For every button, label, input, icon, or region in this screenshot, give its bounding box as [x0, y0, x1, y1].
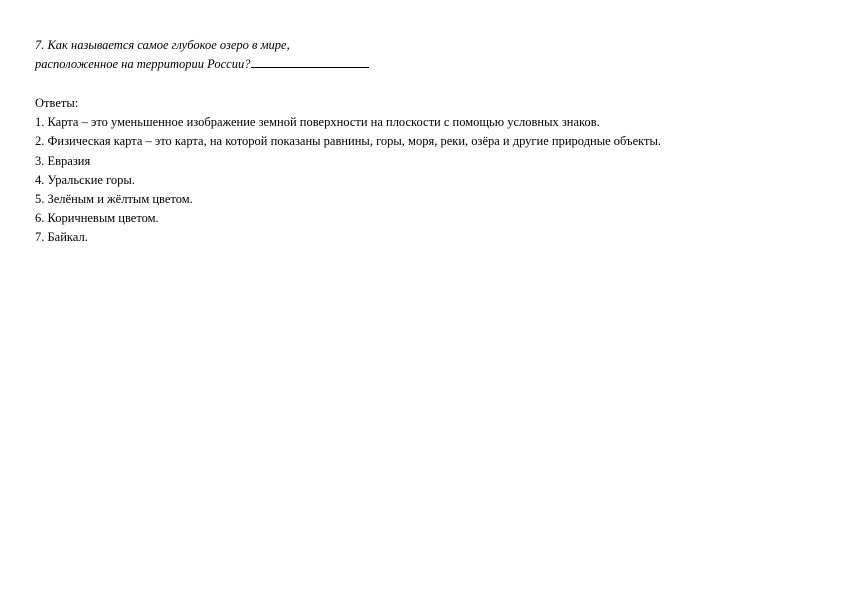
question-line-2: [35, 55, 369, 74]
answer-item: 7. Байкал.: [35, 230, 88, 245]
question-line-2-text: расположенное на территории России?: [35, 57, 251, 71]
answers-block: [35, 94, 661, 248]
answer-item: 6. Коричневым цветом.: [35, 211, 159, 226]
answer-item: 5. Зелёным и жёлтым цветом.: [35, 192, 193, 207]
answer-item: 3. Евразия: [35, 153, 91, 168]
answers-heading: Ответы:: [35, 96, 79, 110]
question-line-1: 7. Как называется самое глубокое озеро в мире,: [35, 38, 290, 52]
question-block: [35, 36, 369, 74]
answer-item: 4. Уральские горы.: [35, 172, 135, 187]
answer-item: 1. Карта – это уменьшенное изображение земной поверхности на плоскости с помощью условных знаков.: [35, 115, 600, 130]
answer-blank-line: [251, 56, 369, 68]
answer-item: 2. Физическая карта – это карта, на которой показаны равнины, горы, моря, реки, озёра и другие природные объекты.: [35, 134, 662, 149]
